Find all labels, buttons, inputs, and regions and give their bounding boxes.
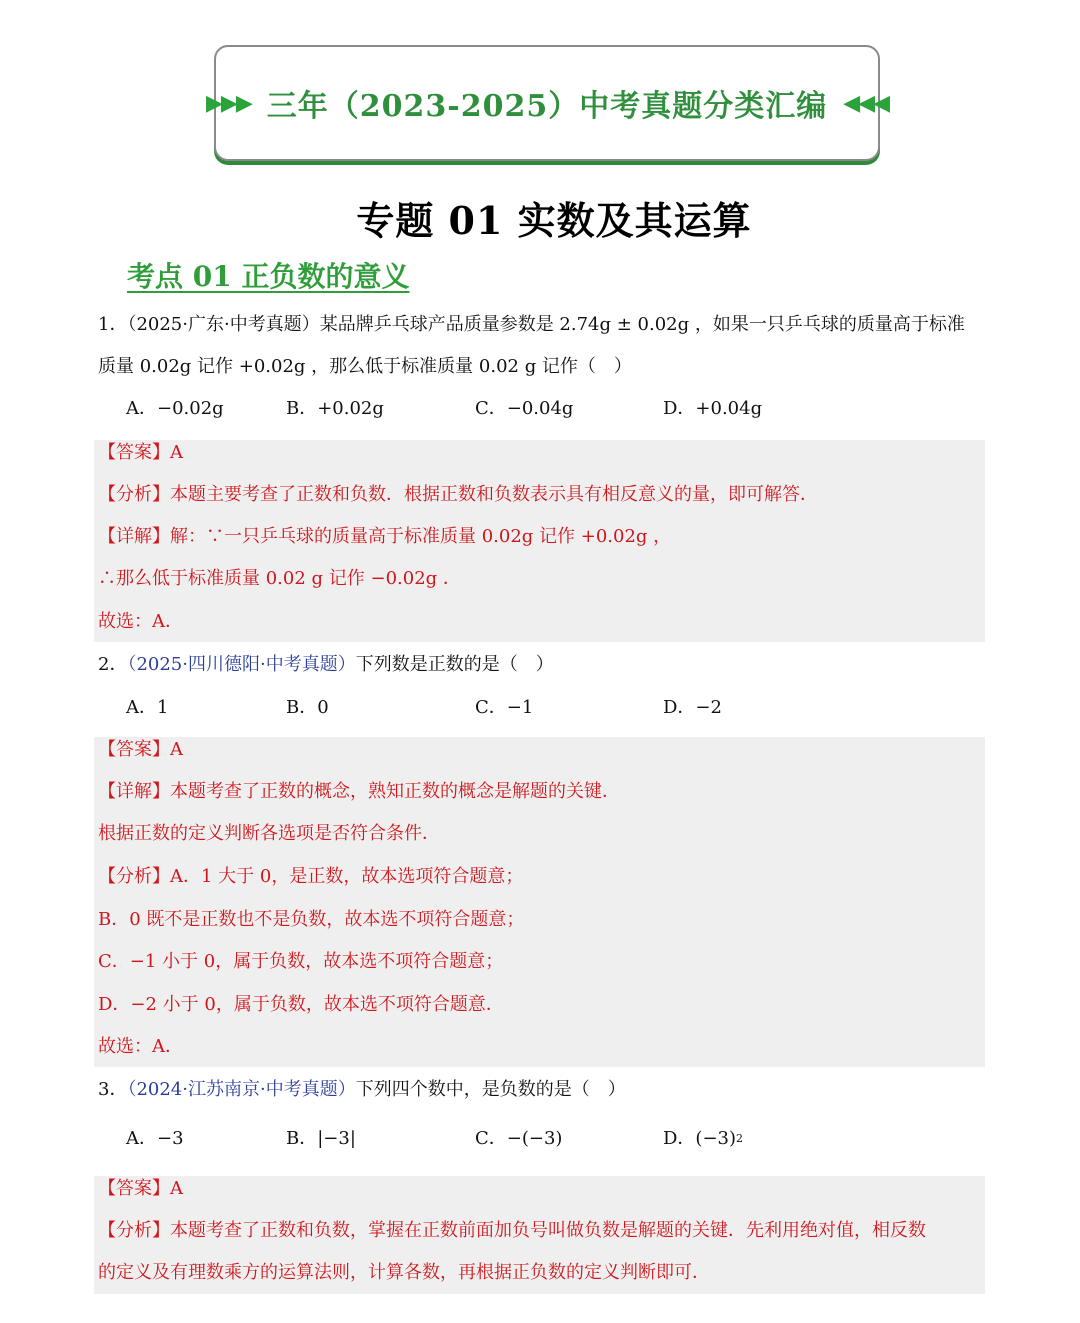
q2-detail: 【详解】本题考查了正数的概念，熟知正数的概念是解题的关键．: [98, 781, 620, 802]
section-title: 考点 01 正负数的意义: [127, 260, 410, 293]
left-arrows-icon: ▶▶▶: [206, 90, 251, 116]
q2-analysis-d: D．−2 小于 0，属于负数，故本选不项符合题意．: [98, 994, 504, 1015]
q3-question: 下列四个数中，是负数的是（ ）: [355, 1079, 626, 1100]
q2-question: 下列数是正数的是（ ）: [355, 654, 554, 675]
q2-option-d: D．−2: [663, 697, 722, 718]
q2-detail-line2: 根据正数的定义判断各选项是否符合条件．: [98, 823, 440, 844]
q3-option-b: B．|−3|: [286, 1128, 356, 1149]
page-title: 专题 01 实数及其运算: [356, 198, 752, 243]
q3-stem: [98, 1078, 626, 1102]
q3-option-d-exponent: 2: [736, 1132, 744, 1145]
q3-option-d: [663, 1127, 743, 1151]
q3-analysis-line1: 【分析】本题考查了正数和负数，掌握在正数前面加负号叫做负数是解题的关键．先利用绝对值，相反数: [98, 1220, 926, 1241]
q1-option-a: A．−0.02g: [126, 398, 224, 419]
q1-answer: 【答案】A: [98, 442, 183, 463]
q2-analysis-c: C．−1 小于 0，属于负数，故本选不项符合题意；: [98, 951, 504, 972]
q3-number: 3．: [98, 1079, 128, 1100]
banner-title: 三年（2023-2025）中考真题分类汇编: [266, 89, 828, 124]
q3-option-d-base: D．(−3): [663, 1128, 737, 1149]
q3-option-a: A．−3: [126, 1128, 184, 1149]
q3-option-c: C．−(−3): [475, 1128, 563, 1149]
q2-option-a: A．1: [126, 697, 169, 718]
q1-option-c: C．−0.04g: [475, 398, 574, 419]
q1-stem-line1: 1．（2025·广东·中考真题）某品牌乒乓球产品质量参数是 2.74g ± 0.02g ，如果一只乒乓球的质量高于标准: [98, 314, 965, 335]
q3-source: （2024·江苏南京·中考真题）: [127, 1079, 356, 1100]
right-arrows-icon: ◀◀◀: [843, 90, 888, 116]
q3-analysis-line2: 的定义及有理数乘方的运算法则，计算各数，再根据正负数的定义判断即可．: [98, 1262, 710, 1283]
q3-answer: 【答案】A: [98, 1178, 183, 1199]
q1-detail-line1: 【详解】解：∵一只乒乓球的质量高于标准质量 0.02g 记作 +0.02g ，: [98, 526, 672, 547]
q1-option-d: D．+0.04g: [663, 398, 763, 419]
q2-source: （2025·四川德阳·中考真题）: [127, 654, 356, 675]
header-banner: [206, 45, 888, 161]
q2-conclusion: 故选：A．: [98, 1036, 183, 1057]
q1-analysis: 【分析】本题主要考查了正数和负数．根据正数和负数表示具有相反意义的量，即可解答．: [98, 484, 818, 505]
q2-option-b: B．0: [286, 697, 329, 718]
q1-conclusion: 故选：A．: [98, 611, 183, 632]
q2-number: 2．: [98, 654, 128, 675]
q2-answer: 【答案】A: [98, 739, 183, 760]
q2-stem: [98, 653, 554, 677]
q2-option-c: C．−1: [475, 697, 534, 718]
q1-option-b: B．+0.02g: [286, 398, 384, 419]
q2-analysis-b: B．0 既不是正数也不是负数，故本选不项符合题意；: [98, 909, 525, 930]
q1-detail-line2: ∴那么低于标准质量 0.02 g 记作 −0.02g ．: [98, 568, 461, 589]
q2-analysis: 【分析】A．1 大于 0，是正数，故本选项符合题意；: [98, 866, 524, 887]
q1-stem-line2: 质量 0.02g 记作 +0.02g ，那么低于标准质量 0.02 g 记作（ ）: [98, 356, 632, 377]
